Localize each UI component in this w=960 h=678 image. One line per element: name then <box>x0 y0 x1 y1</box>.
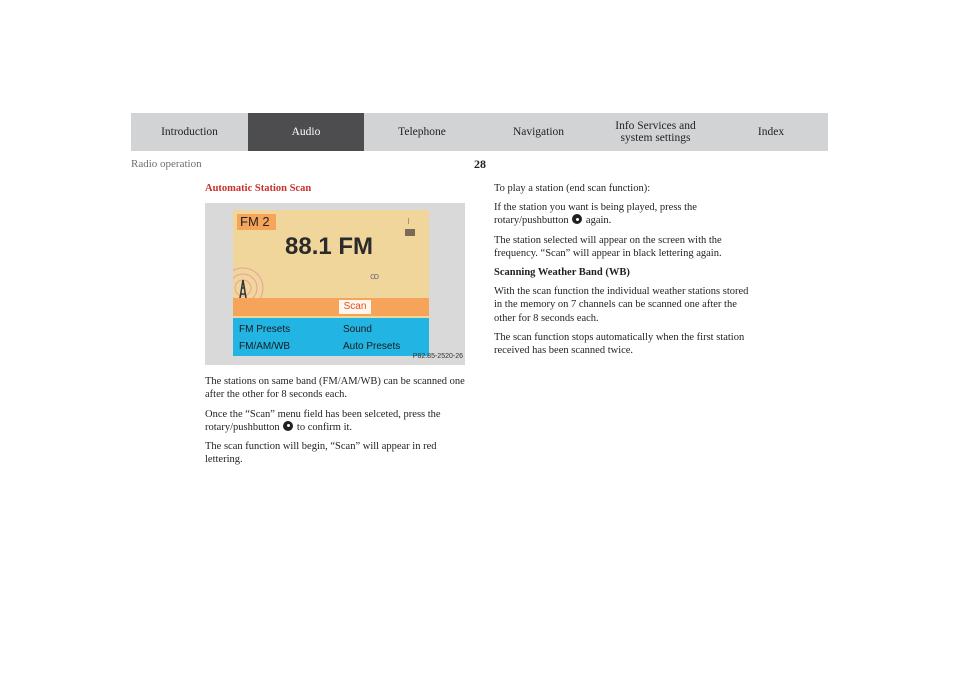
frequency-display: 88.1 FM <box>285 233 374 261</box>
radio-display-figure <box>205 203 465 365</box>
paragraph: The station selected will appear on the screen with the frequency. “Scan” will appear in black lettering again. <box>494 234 722 259</box>
band-badge: FM 2 <box>237 214 276 230</box>
paragraph: To play a station (end scan function): <box>494 183 651 194</box>
rotary-pushbutton-icon <box>283 421 293 431</box>
menu-auto-presets[interactable]: Auto Presets <box>343 341 401 353</box>
tab-telephone[interactable]: Telephone <box>364 113 480 151</box>
section-heading: Automatic Station Scan <box>205 183 312 194</box>
paragraph: If the station you want is being played, press the rotary/pushbutton again. <box>494 202 697 227</box>
signal-icon: ⠇ <box>407 219 413 227</box>
page-number: 28 <box>474 157 486 171</box>
rotary-pushbutton-icon <box>572 214 582 224</box>
tab-info-services[interactable]: Info Services and system settings <box>597 113 714 151</box>
scan-menu-field[interactable]: Scan <box>339 300 371 314</box>
subheading: Scanning Weather Band (WB) <box>494 267 630 279</box>
left-column <box>205 182 465 472</box>
tab-audio[interactable]: Audio <box>248 113 364 151</box>
radio-screen <box>233 210 429 356</box>
tab-index[interactable]: Index <box>714 113 828 151</box>
paragraph: The scan function will begin, “Scan” will appear in red lettering. <box>205 441 437 466</box>
menu-sound[interactable]: Sound <box>343 324 372 336</box>
tab-navigation[interactable]: Navigation <box>480 113 597 151</box>
stereo-icon: ꝏ <box>370 271 380 282</box>
figure-caption: P82.85-2520-26 <box>412 353 463 360</box>
traffic-icon <box>405 229 415 236</box>
soft-key-menu <box>233 318 429 356</box>
section-title: Radio operation <box>131 158 202 170</box>
menu-fm-am-wb[interactable]: FM/AM/WB <box>239 341 291 353</box>
chapter-tab-bar <box>131 113 828 151</box>
right-column <box>494 182 759 363</box>
paragraph: Once the “Scan” menu field has been selceted, press the rotary/pushbutton to confirm it. <box>205 408 441 433</box>
tab-introduction[interactable]: Introduction <box>131 113 248 151</box>
paragraph: The stations on same band (FM/AM/WB) can be scanned one after the other for 8 seconds each. <box>205 376 465 401</box>
paragraph: With the scan function the individual weather stations stored in the memory on 7 channels can be scanned one after the other for 8 seconds each. <box>494 286 749 324</box>
menu-fm-presets[interactable]: FM Presets <box>239 324 291 336</box>
paragraph: The scan function stops automatically when the first station received has been scanned twice. <box>494 331 745 357</box>
scan-row <box>233 298 429 316</box>
